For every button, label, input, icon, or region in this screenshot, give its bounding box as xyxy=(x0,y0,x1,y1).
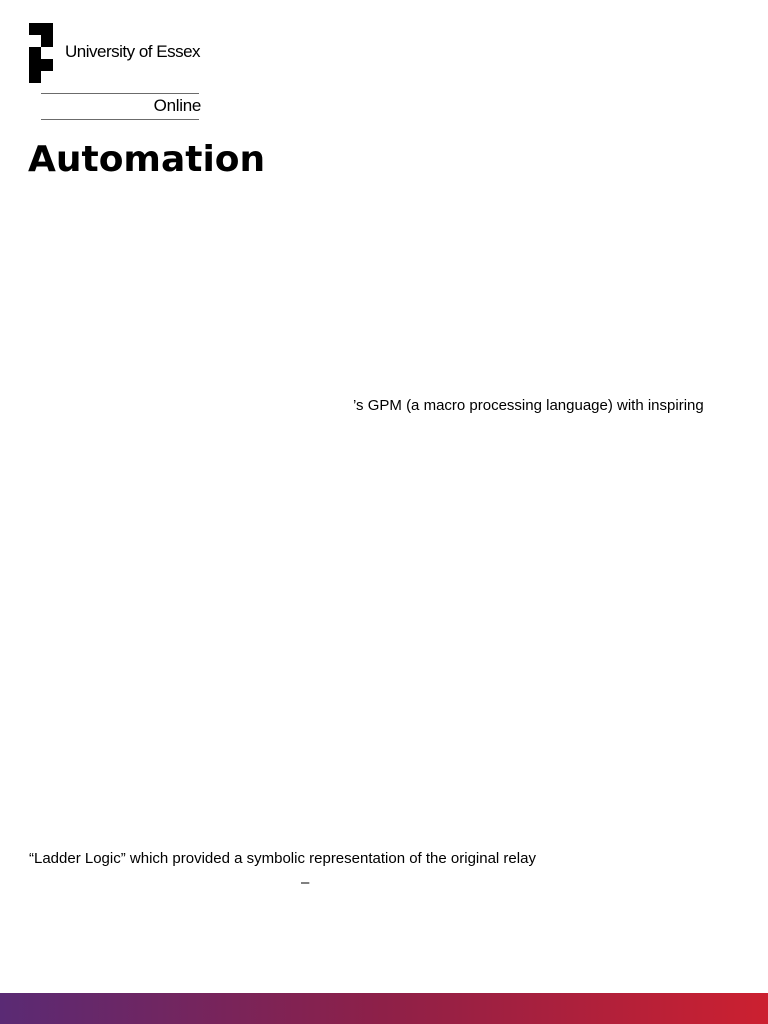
logo-divider-bottom xyxy=(41,119,199,120)
logo-wordmark: University of Essex xyxy=(65,42,201,61)
body-text-fragment: – xyxy=(301,874,310,891)
body-text-fragment: ’s GPM (a macro processing language) with inspiring xyxy=(353,397,704,414)
footer-gradient-bar xyxy=(0,993,768,1024)
logo-divider-top xyxy=(41,93,199,94)
page-title: Automation xyxy=(28,139,266,180)
logo-subtitle: Online xyxy=(153,96,201,115)
essex-logo-icon xyxy=(29,23,55,83)
university-logo xyxy=(29,23,201,121)
body-text-fragment: “Ladder Logic” which provided a symbolic representation of the original relay xyxy=(29,850,536,867)
